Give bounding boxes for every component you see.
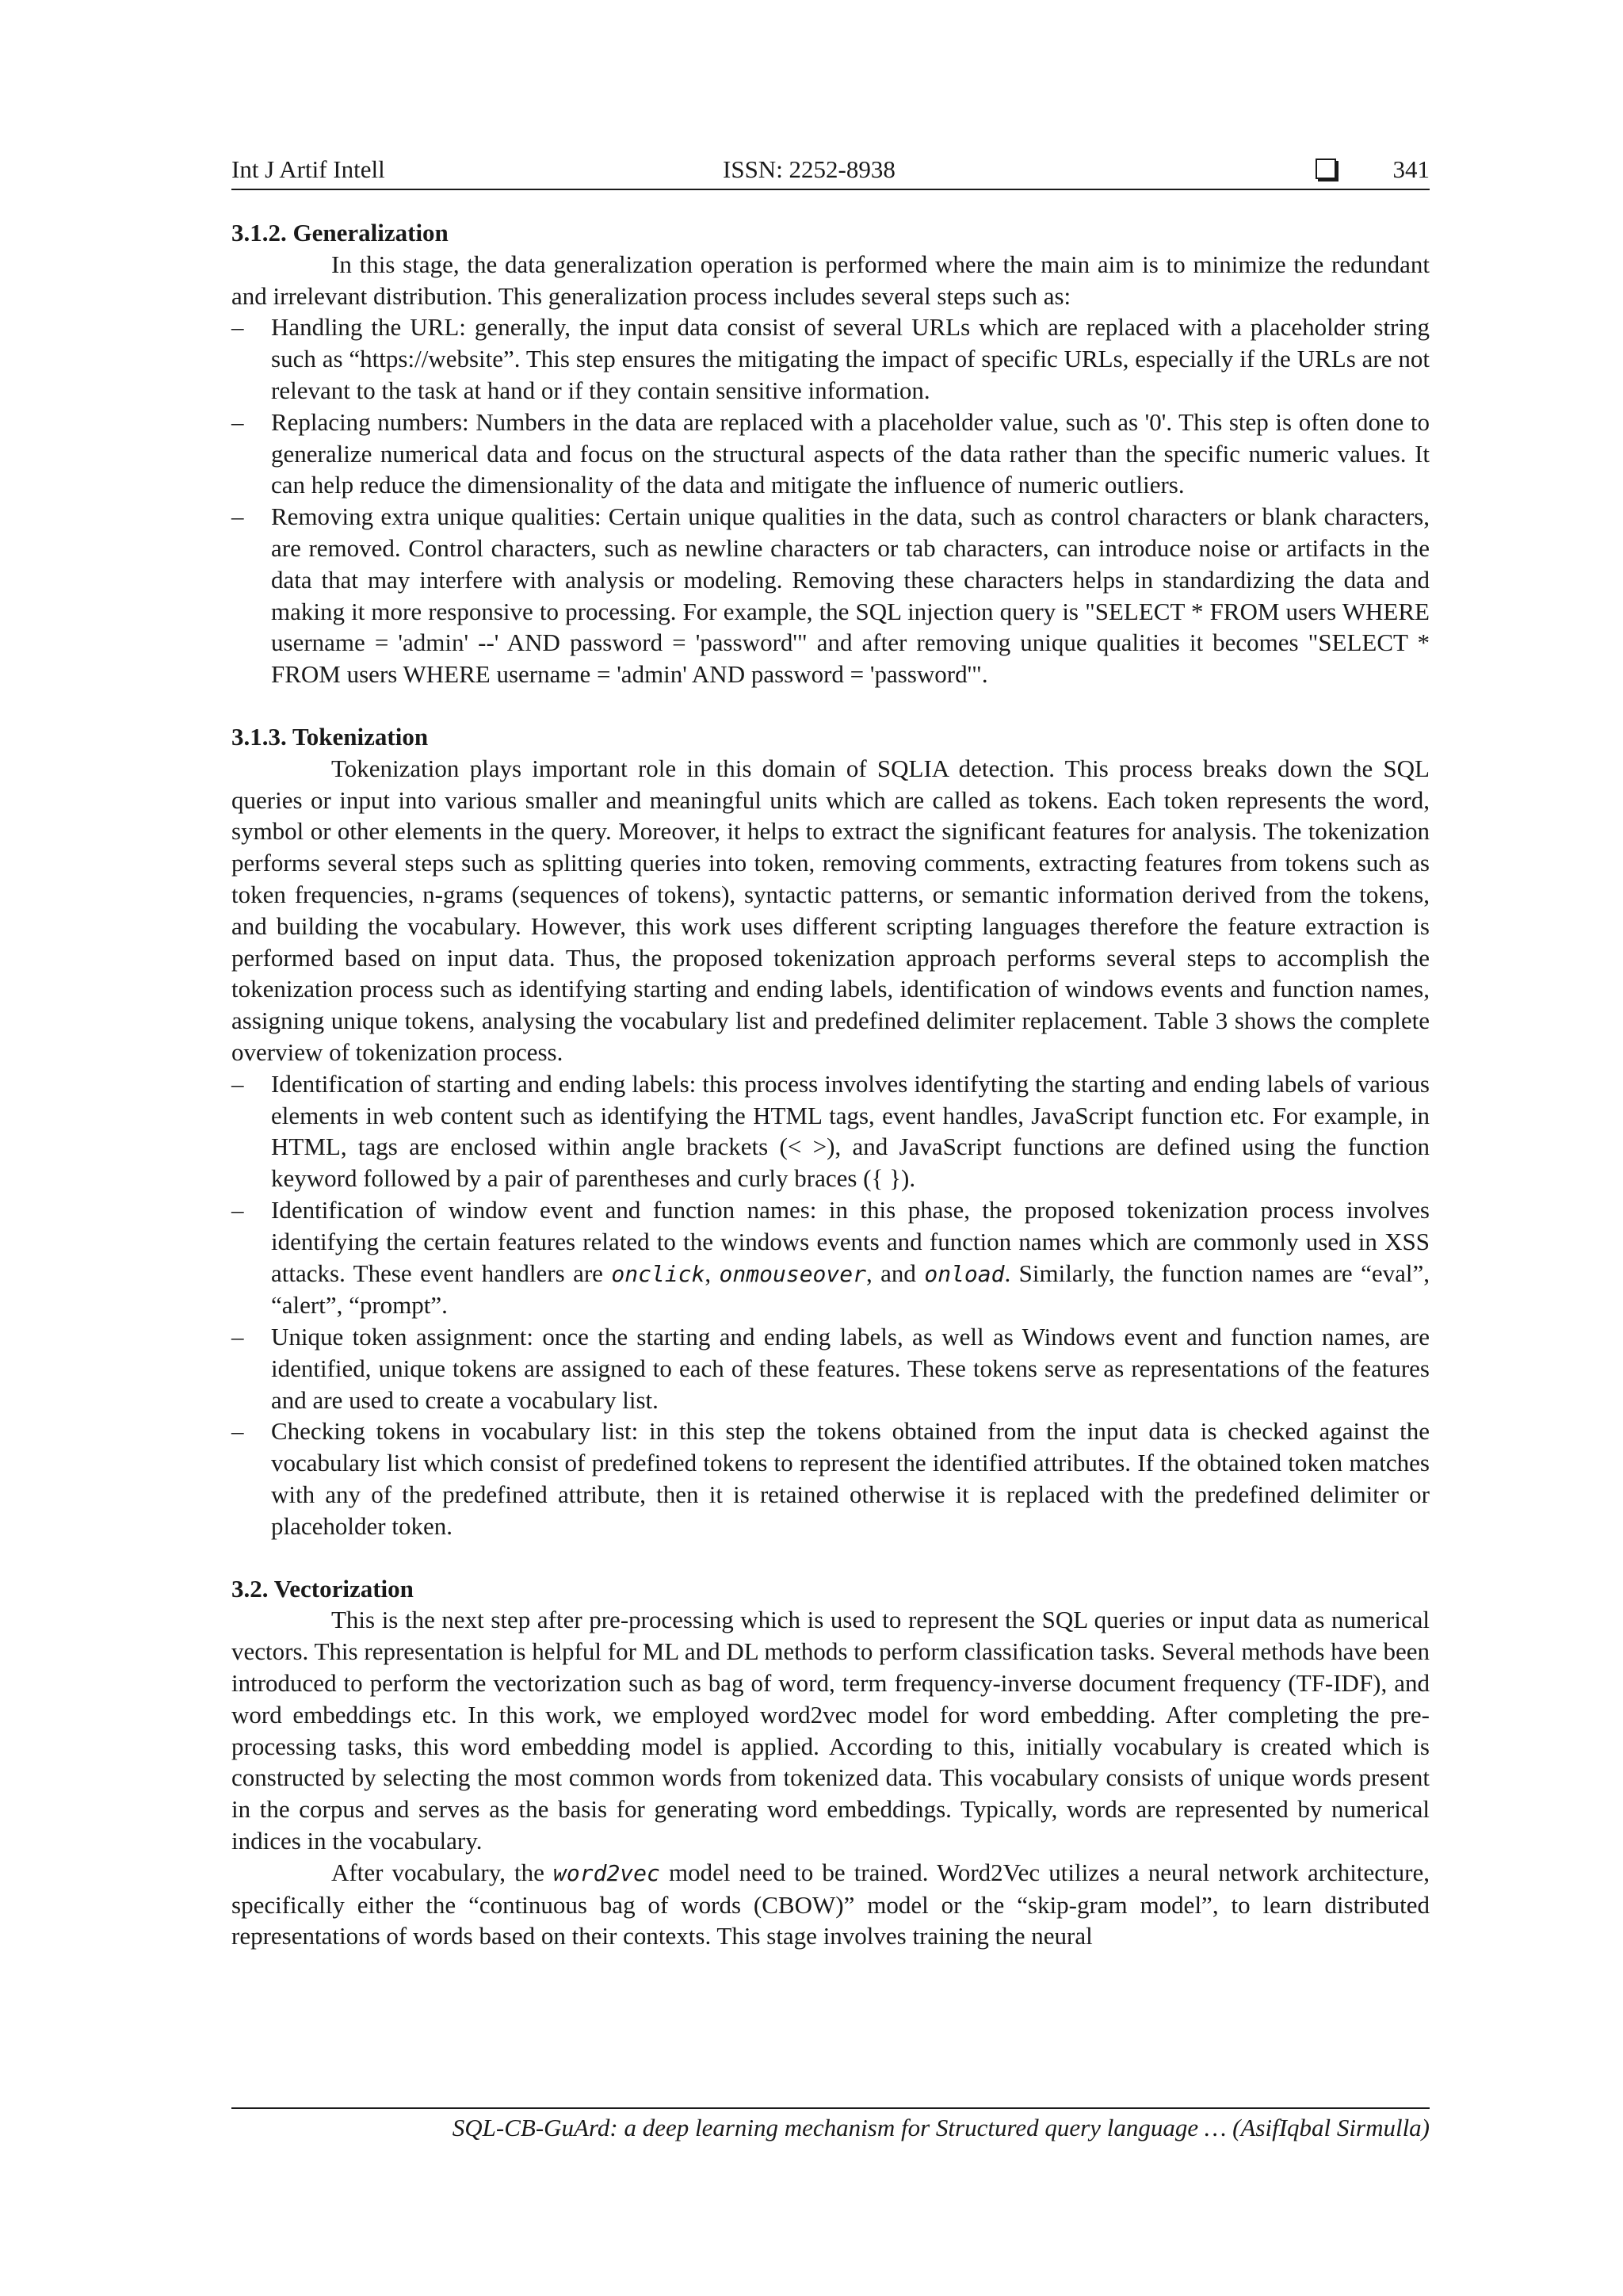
list-item-text: Unique token assignment: once the starting and ending labels, as well as Windows event and function names, are identified, unique tokens are assigned to each of these features. These tokens serve as representations of the features and are used to create a vocabulary list. [271,1323,1430,1414]
math-term: word2vec [553,1859,660,1886]
section-tokenization [231,721,1430,1542]
list-item-text: , [705,1259,720,1287]
list-item [231,1068,1430,1194]
section-generalization [231,217,1430,690]
list-item [231,501,1430,690]
section-heading: 3.1.3. Tokenization [231,722,429,751]
section-heading: 3.2. Vectorization [231,1574,414,1603]
list-item [231,311,1430,406]
list-item [231,1321,1430,1415]
running-footer [231,2107,1430,2142]
dash-bullet: – [231,1069,244,1098]
math-term: onclick [611,1260,705,1287]
list-item [231,407,1430,501]
list-item-text: Replacing numbers: Numbers in the data are replaced with a placeholder value, such as '0'. This step is often done to generalize numerical data and focus on the structural aspects of the data rather than the specific numeric values. It can help reduce the dimensionality of the data and mitigate the influence of numeric outliers. [271,407,1430,499]
math-term: onload [924,1260,1005,1287]
paragraph: In this stage, the data generalization operation is performed where the main aim is to minimize the redundant and irrelevant distribution. This generalization process includes several steps such as: [231,250,1430,310]
list-item [231,1415,1430,1541]
running-header [231,154,1430,190]
list-item-text: , and [865,1259,925,1287]
section-heading: 3.1.2. Generalization [231,219,449,246]
list-item-text: . Similarly, the function names are “eval”, “alert”, “prompt”. [271,1259,1430,1320]
issn: ISSN: 2252-8938 [723,155,896,183]
paragraph: This is the next step after pre-processing which is used to represent the SQL queries or input data as numerical vectors. This representation is helpful for ML and DL methods to perform classification tasks. Several methods have been introduced to perform the vectorization such as bag of word, term frequency-inverse document frequency (TF-IDF), and word embeddings etc. In this work, we employed word2vec model for word embedding. After completing the pre-processing tasks, this word embedding model is applied. According to this, initially vocabulary is created which is constructed by selecting the most common words from tokenized data. This vocabulary consists of unique words present in the corpus and serves as the basis for generating word embeddings. Typically, words are represented by numerical indices in the vocabulary. [231,1606,1430,1855]
list-item [231,1194,1430,1321]
square-bullet-icon [1316,159,1336,179]
journal-name: Int J Artif Intell [231,155,385,183]
dash-bullet: – [231,407,244,436]
list-item-text: Handling the URL: generally, the input data consist of several URLs which are replaced with a placeholder string such as “https://website”. This step ensures the mitigating the impact of specific URLs, especially if the URLs are not relevant to the task at hand or if they contain sensitive information. [271,313,1430,404]
dash-bullet: – [231,1195,244,1224]
section-spacer [231,1542,1430,1573]
dash-bullet: – [231,313,244,342]
dash-bullet: – [231,1417,244,1446]
paragraph-text: model need to be trained. Word2Vec utilizes a neural network architecture, specifically either the “continuous bag of words (CBOW)” model or the “skip-gram model”, to learn distributed representations of words based on their contexts. This stage involves training the neural [231,1858,1430,1950]
paragraph [231,1857,1430,1952]
list-item-text: Identification of starting and ending labels: this process involves identifyting the starting and ending labels of various elements in web content such as identifying the HTML tags, event handles, JavaScript function etc. For example, in HTML, tags are enclosed within angle brackets (< >), and JavaScript functions are defined using the function keyword followed by a pair of parentheses and curly braces ({ }). [271,1069,1430,1193]
paragraph: Tokenization plays important role in this domain of SQLIA detection. This process breaks down the SQL queries or input into various smaller and meaningful units which are called as tokens. Each token represents the word, symbol or other elements in the query. Moreover, it helps to extract the significant features for analysis. The tokenization performs several steps such as splitting queries into token, removing comments, extracting features from tokens such as token frequencies, n-grams (sequences of tokens), syntactic patterns, or semantic information derived from the tokens, and building the vocabulary. However, this work uses different scripting languages therefore the feature extraction is performed based on input data. Thus, the proposed tokenization approach performs several steps to accomplish the tokenization process such as identifying starting and ending labels, identification of windows events and function names, assigning unique tokens, analysing the vocabulary list and predefined delimiter replacement. Table 3 shows the complete overview of tokenization process. [231,754,1430,1066]
list-item-text: Identification of window event and function names: in this phase, the proposed tokenization process involves identifying the certain features related to the windows events and function names which are commonly used in XSS attacks. These event handlers are [271,1195,1430,1287]
bullet-list [231,311,1430,690]
section-spacer [231,690,1430,721]
list-item-text: Removing extra unique qualities: Certain unique qualities in the data, such as control characters or blank characters, are removed. Control characters, such as newline characters or tab characters, can introduce noise or artifacts in the data that may interfere with analysis or modeling. Removing these characters helps in standardizing the data and making it more responsive to processing. For example, the SQL injection query is "SELECT * FROM users WHERE username = 'admin' --' AND password = 'password'" and after removing unique qualities it becomes "SELECT * FROM users WHERE username = 'admin' AND password = 'password'". [271,502,1430,689]
section-vectorization [231,1573,1430,1953]
math-term: onmouseover [719,1260,866,1287]
paragraph-text: After vocabulary, the [331,1858,554,1886]
list-item-text: Checking tokens in vocabulary list: in this step the tokens obtained from the input data is checked against the vocabulary list which consist of predefined tokens to represent the identified attributes. If the obtained token matches with any of the predefined attribute, then it is retained otherwise it is replaced with the predefined delimiter or placeholder token. [271,1417,1430,1540]
body-text [231,217,1430,1952]
page-number: 341 [1392,155,1430,183]
dash-bullet: – [231,502,244,531]
footer-text: SQL-CB-GuArd: a deep learning mechanism for Structured query language … (AsifIqbal Sirmulla) [452,2114,1430,2141]
bullet-list [231,1068,1430,1542]
dash-bullet: – [231,1323,244,1351]
